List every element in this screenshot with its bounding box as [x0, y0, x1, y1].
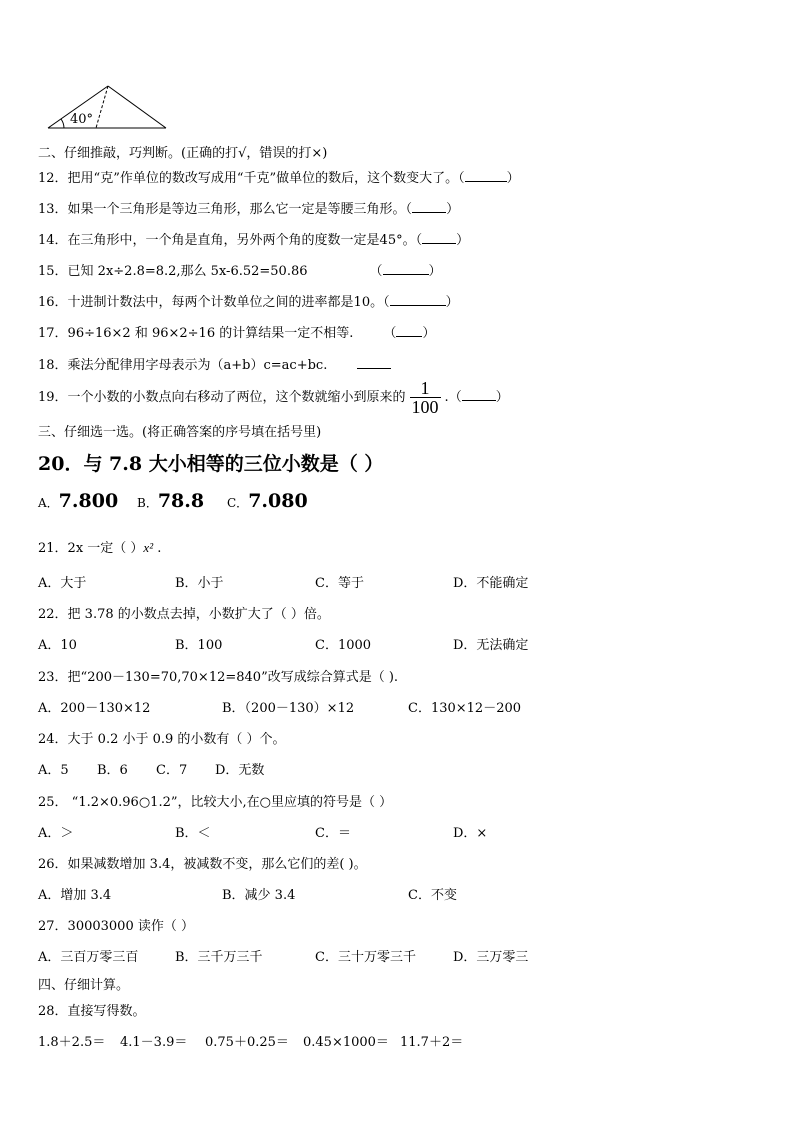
question-26-option-c[interactable]: C．不变 — [408, 888, 457, 903]
question-19: 19．一个小数的小数点向右移动了两位，这个数就缩小到原来的 $\frac{1}{100}$ .（ ） — [38, 378, 509, 417]
question-22-option-c[interactable]: C．1000 — [315, 638, 372, 653]
calc-item[interactable]: 1.8＋2.5＝ — [38, 1035, 106, 1050]
question-22-option-d[interactable]: D．无法确定 — [453, 638, 529, 653]
question-22-option-a[interactable]: A．10 — [38, 638, 77, 653]
question-24: 24．大于 0.2 小于 0.9 的小数有（ ）个。 — [38, 732, 286, 747]
question-27-option-a[interactable]: A．三百万零三百 — [38, 950, 139, 965]
question-27: 27．30003000 读作（ ） — [38, 919, 194, 934]
section-heading-calc: 四、仔细计算。 — [38, 978, 130, 993]
question-22-option-b[interactable]: B．100 — [175, 638, 223, 653]
question-26-option-a[interactable]: A．增加 3.4 — [38, 888, 112, 903]
question-24-option-d[interactable]: D．无数 — [215, 763, 265, 778]
triangle-height-dashed — [96, 86, 108, 128]
question-24-option-c[interactable]: C．7 — [156, 763, 188, 778]
answer-blank[interactable] — [383, 263, 429, 275]
calc-item[interactable]: 4.1－3.9＝ — [120, 1035, 188, 1050]
question-27-option-b[interactable]: B．三千万三千 — [175, 950, 263, 965]
question-15: 15．已知 2x÷2.8=8.2,那么 5x-6.52=50.86 （ ） — [38, 264, 442, 279]
question-27-option-d[interactable]: D．三万零三 — [453, 950, 529, 965]
question-18: 18．乘法分配律用字母表示为（a+b）c=ac+bc. — [38, 354, 391, 373]
answer-blank[interactable] — [462, 389, 496, 401]
question-16: 16．十进制计数法中，每两个计数单位之间的进率都是10。（ ） — [38, 295, 459, 310]
question-25: 25． “1.2×0.96○1.2”，比较大小,在○里应填的符号是（ ） — [38, 795, 393, 810]
question-17: 17．96÷16×2 和 96×2÷16 的计算结果一定不相等. （ ） — [38, 326, 436, 341]
answer-blank[interactable] — [465, 170, 507, 182]
question-20-option-c[interactable]: C．7.080 — [227, 490, 308, 512]
question-28: 28．直接写得数。 — [38, 1004, 146, 1019]
question-23-option-a[interactable]: A．200－130×12 — [38, 701, 151, 716]
question-21-option-d[interactable]: D．不能确定 — [453, 576, 529, 591]
question-23-option-c[interactable]: C．130×12－200 — [408, 701, 522, 716]
question-21-option-b[interactable]: B．小于 — [175, 576, 224, 591]
question-24-option-a[interactable]: A．5 — [38, 763, 69, 778]
question-25-option-d[interactable]: D．× — [453, 826, 488, 841]
question-23-option-b[interactable]: B．（200－130）×12 — [222, 701, 355, 716]
calc-item[interactable]: 0.75＋0.25＝ — [205, 1035, 289, 1050]
question-25-option-b[interactable]: B．＜ — [175, 826, 211, 841]
question-12: 12．把用“克”作单位的数改写成用“千克”做单位的数后，这个数变大了。（ ） — [38, 171, 520, 186]
question-21-option-a[interactable]: A．大于 — [38, 576, 87, 591]
question-27-option-c[interactable]: C．三十万零三千 — [315, 950, 416, 965]
answer-blank[interactable] — [390, 294, 446, 306]
question-23: 23．把“200－130=70,70×12=840”改写成综合算式是（ ). — [38, 670, 399, 685]
question-26: 26．如果减数增加 3.4，被减数不变，那么它们的差( )。 — [38, 857, 367, 872]
question-24-option-b[interactable]: B．6 — [97, 763, 128, 778]
answer-blank[interactable] — [357, 357, 391, 369]
question-21-option-c[interactable]: C．等于 — [315, 576, 364, 591]
calc-item[interactable]: 11.7＋2＝ — [400, 1035, 464, 1050]
fraction-one-hundredth: $\frac{1}{100}$ — [411, 378, 439, 417]
question-13: 13．如果一个三角形是等边三角形，那么它一定是等腰三角形。（ ） — [38, 202, 460, 217]
question-20-option-a[interactable]: A．7.800 — [38, 490, 119, 512]
section-heading-judge: 二、仔细推敲，巧判断。(正确的打√，错误的打×) — [38, 146, 328, 161]
question-25-option-c[interactable]: C．＝ — [315, 826, 351, 841]
question-22: 22．把 3.78 的小数点去掉，小数扩大了（ ）倍。 — [38, 607, 330, 622]
angle-label: 40° — [70, 112, 94, 127]
question-25-option-a[interactable]: A．＞ — [38, 826, 74, 841]
question-20: 20．与 7.8 大小相等的三位小数是（ ） — [38, 453, 384, 475]
angle-arc — [61, 119, 64, 128]
question-21: 21．2x 一定（ ）x² . — [38, 540, 162, 556]
answer-blank[interactable] — [422, 232, 456, 244]
answer-blank[interactable] — [396, 325, 422, 337]
section-heading-choice: 三、仔细选一选。(将正确答案的序号填在括号里) — [38, 425, 322, 440]
triangle-figure — [40, 80, 174, 132]
answer-blank[interactable] — [412, 201, 446, 213]
question-20-option-b[interactable]: B．78.8 — [137, 490, 205, 512]
triangle-right-side — [108, 86, 166, 128]
question-14: 14．在三角形中，一个角是直角，另外两个角的度数一定是45°。（ ） — [38, 233, 470, 248]
calc-item[interactable]: 0.45×1000＝ — [303, 1035, 389, 1050]
question-26-option-b[interactable]: B．减少 3.4 — [222, 888, 296, 903]
